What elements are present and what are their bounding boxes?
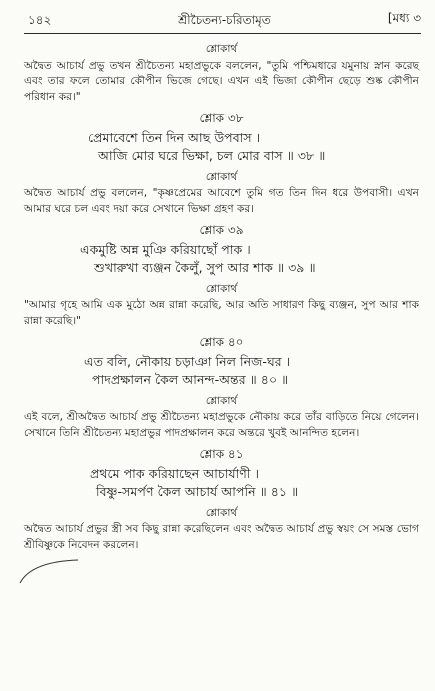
section-label: [মধ্য ৩	[387, 11, 421, 25]
verse-line: প্রেমাবেশে তিন দিন আছ উপবাস ।	[88, 129, 261, 145]
translation-heading: শ্লোকার্থ	[205, 506, 238, 519]
verse-line: একমুষ্টি অন্ন মুঞি করিয়াছোঁ পাক ।	[80, 241, 251, 257]
verse-line: প্রথমে পাক করিয়াছেন আচার্যাণী ।	[90, 465, 260, 481]
verse-line: আজি মোর ঘরে ভিক্ষা, চল মোর বাস ॥ ৩৮ ॥	[98, 147, 326, 163]
translation-heading: শ্লোকার্থ	[205, 394, 238, 407]
translation-heading: শ্লোকার্থ	[205, 43, 238, 55]
page-body	[24, 42, 419, 557]
verse-title: শ্লোক ৪০	[199, 335, 244, 349]
verse-title: শ্লোক ৩৯	[199, 223, 244, 237]
verse-line: এত বলি, নৌকায় চড়াঞা নিল নিজ-ঘর ।	[84, 353, 291, 369]
verse-line: বিষ্ণু-সমর্পণ কৈল আচার্য আপনি ॥ ৪১ ॥	[96, 483, 299, 499]
translation-paragraph: "আমার গৃহে আমি এক মুঠো অন্ন রান্না করেছি, আর অতি সাধারণ কিছু ব্যঞ্জন, সুপ আর শাক রান্না করেছি।"	[24, 299, 419, 327]
verse-title: শ্লোক ৩৮	[199, 111, 244, 125]
translation-paragraph: অদ্বৈত আচার্য প্রভু তখন শ্রীচৈতন্য মহাপ্রভুকে বললেন, "তুমি পশ্চিমধারে যমুনায় স্নান করেছ এবং তার ফলে তোমার কৌপীন ভিজে গেছে। এখন এই ভিজা কৌপীন ছেড়ে শুষ্ক কৌপীন পরিধান কর।"	[24, 59, 419, 103]
header-rule	[24, 33, 421, 34]
page-number: ১৪২	[28, 13, 52, 27]
verse-line: পাদপ্রক্ষালন কৈল আনন্দ-অন্তর ॥ ৪০ ॥	[92, 371, 289, 387]
running-title: শ্রীচৈতন্য-চরিতামৃত	[178, 13, 271, 27]
translation-heading: শ্লোকার্থ	[205, 170, 238, 183]
translation-paragraph: অদ্বৈত আচার্য প্রভু বললেন, "কৃষ্ণপ্রেমের আবেশে তুমি গত তিন দিন ধরে উপবাসী। এখন আমার ঘরে চল এবং দয়া করে সেখানে ভিক্ষা গ্রহণ কর।	[24, 187, 419, 215]
verse-title: শ্লোক ৪১	[199, 447, 244, 461]
curve-ornament	[18, 558, 108, 584]
translation-paragraph: অদ্বৈত আচার্য প্রভুর স্ত্রী সব কিছু রান্না করেছিলেন এবং অদ্বৈত আচার্য প্রভু স্বয়ং সে সমস্ত ভোগ শ্রীবিষ্ণুকে নিবেদন করলেন।	[24, 523, 419, 551]
translation-heading: শ্লোকার্থ	[205, 282, 238, 295]
translation-paragraph: এই বলে, শ্রীঅদ্বৈত আচার্য প্রভু শ্রীচৈতন্য মহাপ্রভুকে নৌকায় করে তাঁর বাড়িতে নিয়ে গেলেন। সেখানে তিনি শ্রীচৈতন্য মহাপ্রভুর পাদপ্রক্ষালন করে অন্তরে খুবই আনন্দিত হলেন।	[24, 411, 419, 439]
verse-line: শুখারুখা ব্যঞ্জন কৈলুঁ, সুপ আর শাক ॥ ৩৯ ॥	[94, 259, 316, 275]
page-header	[28, 10, 421, 30]
